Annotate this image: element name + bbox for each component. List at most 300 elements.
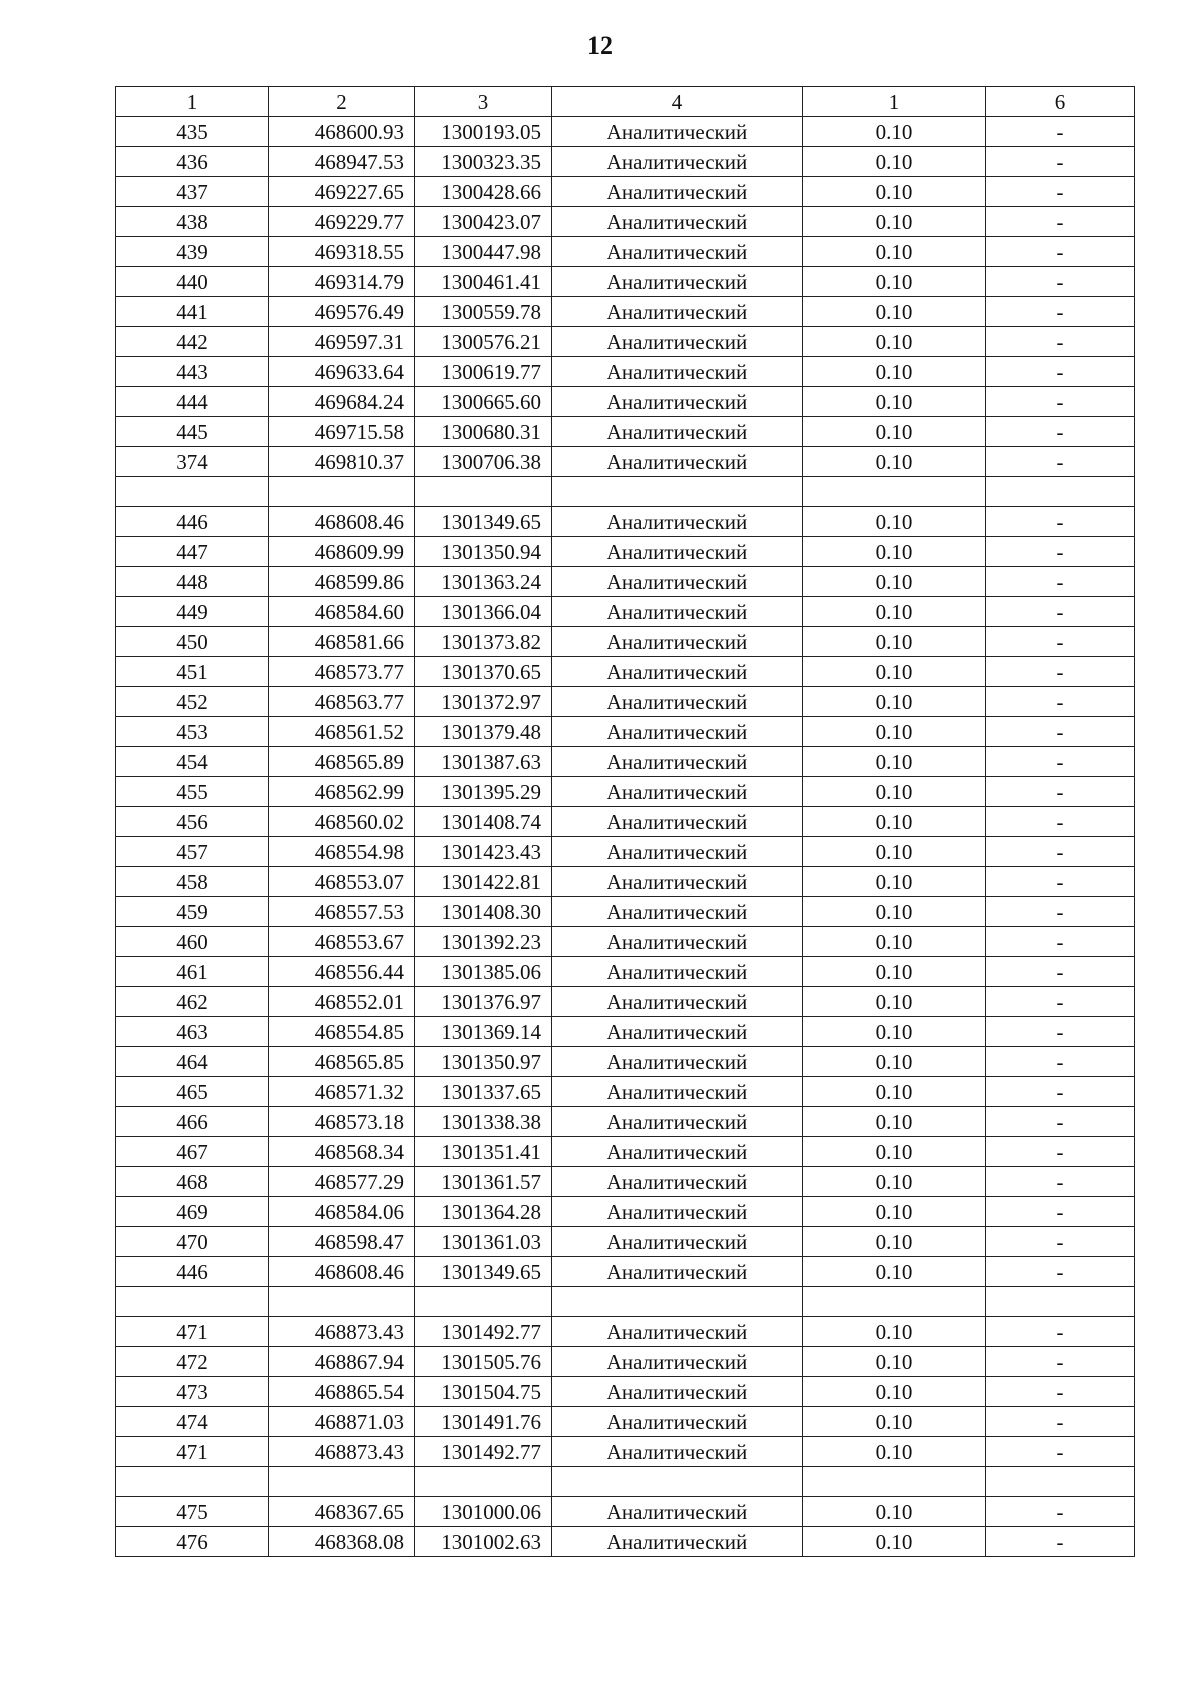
cell-accuracy: 0.10	[803, 417, 986, 447]
table-row	[116, 507, 1135, 537]
cell-accuracy: 0.10	[803, 1347, 986, 1377]
cell-y-coordinate: 1301379.48	[415, 717, 552, 747]
cell-note: -	[986, 927, 1135, 957]
cell-y-coordinate	[415, 1467, 552, 1497]
cell-x-coordinate: 468873.43	[269, 1437, 415, 1467]
table-row	[116, 1197, 1135, 1227]
cell-accuracy: 0.10	[803, 597, 986, 627]
cell-note: -	[986, 957, 1135, 987]
table-row	[116, 927, 1135, 957]
cell-method: Аналитический	[552, 417, 803, 447]
cell-point-number: 461	[116, 957, 269, 987]
cell-point-number: 460	[116, 927, 269, 957]
cell-accuracy: 0.10	[803, 297, 986, 327]
cell-note: -	[986, 207, 1135, 237]
cell-y-coordinate: 1301392.23	[415, 927, 552, 957]
cell-accuracy: 0.10	[803, 387, 986, 417]
cell-note: -	[986, 117, 1135, 147]
cell-method: Аналитический	[552, 1317, 803, 1347]
cell-x-coordinate	[269, 1287, 415, 1317]
table-body	[116, 117, 1135, 1557]
cell-accuracy: 0.10	[803, 657, 986, 687]
cell-note: -	[986, 507, 1135, 537]
cell-y-coordinate: 1301363.24	[415, 567, 552, 597]
cell-x-coordinate: 468562.99	[269, 777, 415, 807]
cell-accuracy: 0.10	[803, 1407, 986, 1437]
cell-x-coordinate: 468554.98	[269, 837, 415, 867]
table-row	[116, 807, 1135, 837]
cell-y-coordinate: 1300447.98	[415, 237, 552, 267]
table-row	[116, 567, 1135, 597]
table-row	[116, 1527, 1135, 1557]
cell-accuracy: 0.10	[803, 837, 986, 867]
table-row	[116, 627, 1135, 657]
cell-x-coordinate: 469810.37	[269, 447, 415, 477]
table-row	[116, 717, 1135, 747]
cell-accuracy: 0.10	[803, 267, 986, 297]
cell-accuracy: 0.10	[803, 447, 986, 477]
cell-x-coordinate: 469597.31	[269, 327, 415, 357]
cell-x-coordinate	[269, 477, 415, 507]
cell-method: Аналитический	[552, 807, 803, 837]
cell-y-coordinate: 1301000.06	[415, 1497, 552, 1527]
cell-point-number: 446	[116, 507, 269, 537]
cell-y-coordinate	[415, 1287, 552, 1317]
cell-note	[986, 1467, 1135, 1497]
table-row	[116, 1077, 1135, 1107]
cell-method: Аналитический	[552, 357, 803, 387]
table-row	[116, 537, 1135, 567]
cell-y-coordinate: 1300323.35	[415, 147, 552, 177]
cell-x-coordinate: 468609.99	[269, 537, 415, 567]
table-row	[116, 147, 1135, 177]
cell-y-coordinate: 1301349.65	[415, 507, 552, 537]
cell-y-coordinate: 1300193.05	[415, 117, 552, 147]
cell-method: Аналитический	[552, 1497, 803, 1527]
cell-note: -	[986, 147, 1135, 177]
cell-x-coordinate: 468560.02	[269, 807, 415, 837]
cell-point-number	[116, 1467, 269, 1497]
cell-method: Аналитический	[552, 267, 803, 297]
cell-x-coordinate: 468584.60	[269, 597, 415, 627]
table-row	[116, 1407, 1135, 1437]
cell-point-number: 471	[116, 1317, 269, 1347]
cell-point-number: 446	[116, 1257, 269, 1287]
table-row	[116, 237, 1135, 267]
cell-point-number: 475	[116, 1497, 269, 1527]
cell-point-number: 463	[116, 1017, 269, 1047]
cell-note: -	[986, 297, 1135, 327]
cell-note: -	[986, 837, 1135, 867]
cell-note: -	[986, 327, 1135, 357]
cell-x-coordinate: 469229.77	[269, 207, 415, 237]
cell-method: Аналитический	[552, 507, 803, 537]
cell-point-number: 458	[116, 867, 269, 897]
cell-accuracy: 0.10	[803, 1167, 986, 1197]
cell-note: -	[986, 387, 1135, 417]
cell-accuracy: 0.10	[803, 237, 986, 267]
cell-x-coordinate: 469576.49	[269, 297, 415, 327]
cell-y-coordinate: 1301351.41	[415, 1137, 552, 1167]
column-header: 1	[803, 87, 986, 117]
table-row	[116, 117, 1135, 147]
cell-y-coordinate: 1301387.63	[415, 747, 552, 777]
cell-y-coordinate: 1301349.65	[415, 1257, 552, 1287]
cell-method: Аналитический	[552, 1227, 803, 1257]
cell-point-number: 451	[116, 657, 269, 687]
table-row	[116, 207, 1135, 237]
cell-method: Аналитический	[552, 927, 803, 957]
cell-accuracy: 0.10	[803, 147, 986, 177]
cell-note: -	[986, 627, 1135, 657]
cell-note: -	[986, 1377, 1135, 1407]
cell-point-number: 468	[116, 1167, 269, 1197]
cell-accuracy: 0.10	[803, 1227, 986, 1257]
cell-y-coordinate: 1301408.30	[415, 897, 552, 927]
cell-accuracy: 0.10	[803, 717, 986, 747]
cell-accuracy: 0.10	[803, 1257, 986, 1287]
cell-y-coordinate: 1300665.60	[415, 387, 552, 417]
cell-method	[552, 1467, 803, 1497]
cell-method: Аналитический	[552, 717, 803, 747]
column-header: 6	[986, 87, 1135, 117]
cell-point-number: 437	[116, 177, 269, 207]
cell-method: Аналитический	[552, 957, 803, 987]
cell-x-coordinate: 468554.85	[269, 1017, 415, 1047]
cell-x-coordinate: 468552.01	[269, 987, 415, 1017]
table-row	[116, 387, 1135, 417]
cell-method: Аналитический	[552, 1347, 803, 1377]
cell-y-coordinate: 1301373.82	[415, 627, 552, 657]
table-row	[116, 597, 1135, 627]
cell-x-coordinate: 468873.43	[269, 1317, 415, 1347]
table-row	[116, 747, 1135, 777]
cell-accuracy: 0.10	[803, 117, 986, 147]
cell-y-coordinate: 1301370.65	[415, 657, 552, 687]
cell-note: -	[986, 177, 1135, 207]
cell-accuracy: 0.10	[803, 747, 986, 777]
cell-note: -	[986, 1347, 1135, 1377]
cell-y-coordinate: 1301492.77	[415, 1437, 552, 1467]
cell-note	[986, 477, 1135, 507]
cell-point-number: 374	[116, 447, 269, 477]
table-row	[116, 897, 1135, 927]
page-number: 12	[587, 31, 613, 60]
cell-note: -	[986, 687, 1135, 717]
cell-method: Аналитический	[552, 1197, 803, 1227]
cell-method: Аналитический	[552, 567, 803, 597]
table-row	[116, 687, 1135, 717]
coordinates-table	[115, 86, 1135, 1557]
cell-method	[552, 1287, 803, 1317]
cell-point-number: 441	[116, 297, 269, 327]
cell-method: Аналитический	[552, 117, 803, 147]
cell-x-coordinate: 468573.77	[269, 657, 415, 687]
cell-method: Аналитический	[552, 687, 803, 717]
table-row	[116, 837, 1135, 867]
cell-y-coordinate: 1301492.77	[415, 1317, 552, 1347]
table-row	[116, 1227, 1135, 1257]
table-row	[116, 957, 1135, 987]
cell-x-coordinate: 468367.65	[269, 1497, 415, 1527]
cell-note: -	[986, 1257, 1135, 1287]
cell-x-coordinate: 469318.55	[269, 237, 415, 267]
cell-point-number: 439	[116, 237, 269, 267]
cell-note: -	[986, 1047, 1135, 1077]
cell-y-coordinate: 1300423.07	[415, 207, 552, 237]
cell-method: Аналитический	[552, 1017, 803, 1047]
cell-y-coordinate: 1301364.28	[415, 1197, 552, 1227]
cell-x-coordinate: 468553.67	[269, 927, 415, 957]
cell-x-coordinate: 468563.77	[269, 687, 415, 717]
cell-method: Аналитический	[552, 177, 803, 207]
cell-x-coordinate: 468608.46	[269, 1257, 415, 1287]
cell-point-number	[116, 477, 269, 507]
cell-note: -	[986, 747, 1135, 777]
cell-method: Аналитический	[552, 837, 803, 867]
cell-y-coordinate: 1301369.14	[415, 1017, 552, 1047]
cell-x-coordinate: 468568.34	[269, 1137, 415, 1167]
cell-point-number: 448	[116, 567, 269, 597]
cell-point-number: 449	[116, 597, 269, 627]
cell-x-coordinate: 468561.52	[269, 717, 415, 747]
table-row	[116, 177, 1135, 207]
cell-accuracy	[803, 1287, 986, 1317]
cell-point-number: 444	[116, 387, 269, 417]
cell-accuracy: 0.10	[803, 327, 986, 357]
cell-x-coordinate: 468600.93	[269, 117, 415, 147]
cell-x-coordinate: 468557.53	[269, 897, 415, 927]
cell-note: -	[986, 1437, 1135, 1467]
cell-accuracy: 0.10	[803, 807, 986, 837]
cell-method: Аналитический	[552, 327, 803, 357]
cell-accuracy: 0.10	[803, 1437, 986, 1467]
column-header: 3	[415, 87, 552, 117]
cell-note: -	[986, 1227, 1135, 1257]
cell-point-number: 465	[116, 1077, 269, 1107]
column-header: 2	[269, 87, 415, 117]
cell-accuracy: 0.10	[803, 1317, 986, 1347]
cell-method: Аналитический	[552, 657, 803, 687]
cell-point-number: 459	[116, 897, 269, 927]
cell-note: -	[986, 447, 1135, 477]
table-row	[116, 1047, 1135, 1077]
cell-method: Аналитический	[552, 747, 803, 777]
cell-accuracy: 0.10	[803, 1107, 986, 1137]
cell-y-coordinate: 1301350.94	[415, 537, 552, 567]
cell-accuracy: 0.10	[803, 537, 986, 567]
cell-note: -	[986, 537, 1135, 567]
cell-y-coordinate: 1301408.74	[415, 807, 552, 837]
cell-method: Аналитический	[552, 897, 803, 927]
cell-x-coordinate: 468947.53	[269, 147, 415, 177]
cell-point-number: 447	[116, 537, 269, 567]
cell-y-coordinate: 1300559.78	[415, 297, 552, 327]
cell-x-coordinate: 468368.08	[269, 1527, 415, 1557]
cell-x-coordinate: 468871.03	[269, 1407, 415, 1437]
cell-note: -	[986, 1407, 1135, 1437]
cell-accuracy	[803, 477, 986, 507]
cell-y-coordinate: 1301505.76	[415, 1347, 552, 1377]
cell-y-coordinate: 1300680.31	[415, 417, 552, 447]
cell-point-number: 474	[116, 1407, 269, 1437]
cell-y-coordinate: 1301491.76	[415, 1407, 552, 1437]
cell-accuracy: 0.10	[803, 1077, 986, 1107]
column-header: 4	[552, 87, 803, 117]
cell-y-coordinate: 1301423.43	[415, 837, 552, 867]
cell-y-coordinate	[415, 477, 552, 507]
cell-method: Аналитический	[552, 1047, 803, 1077]
cell-method: Аналитический	[552, 387, 803, 417]
cell-note: -	[986, 987, 1135, 1017]
cell-accuracy: 0.10	[803, 957, 986, 987]
table-row	[116, 477, 1135, 507]
cell-y-coordinate: 1301361.57	[415, 1167, 552, 1197]
cell-point-number: 435	[116, 117, 269, 147]
cell-y-coordinate: 1301395.29	[415, 777, 552, 807]
table-row	[116, 657, 1135, 687]
cell-method	[552, 477, 803, 507]
table-row	[116, 1137, 1135, 1167]
cell-method: Аналитический	[552, 627, 803, 657]
cell-point-number: 457	[116, 837, 269, 867]
cell-point-number: 471	[116, 1437, 269, 1467]
cell-accuracy: 0.10	[803, 1197, 986, 1227]
table-row	[116, 267, 1135, 297]
cell-note: -	[986, 1317, 1135, 1347]
cell-method: Аналитический	[552, 597, 803, 627]
cell-point-number: 456	[116, 807, 269, 837]
cell-note: -	[986, 597, 1135, 627]
cell-method: Аналитический	[552, 1107, 803, 1137]
cell-x-coordinate: 469227.65	[269, 177, 415, 207]
cell-x-coordinate: 468581.66	[269, 627, 415, 657]
cell-method: Аналитический	[552, 1437, 803, 1467]
cell-accuracy: 0.10	[803, 1047, 986, 1077]
cell-x-coordinate: 469314.79	[269, 267, 415, 297]
cell-y-coordinate: 1300428.66	[415, 177, 552, 207]
cell-x-coordinate: 468553.07	[269, 867, 415, 897]
cell-x-coordinate: 469633.64	[269, 357, 415, 387]
cell-accuracy: 0.10	[803, 207, 986, 237]
cell-x-coordinate: 468599.86	[269, 567, 415, 597]
table-row	[116, 1017, 1135, 1047]
cell-y-coordinate: 1301337.65	[415, 1077, 552, 1107]
cell-method: Аналитический	[552, 1137, 803, 1167]
cell-note: -	[986, 267, 1135, 297]
cell-x-coordinate: 468565.89	[269, 747, 415, 777]
cell-note: -	[986, 1197, 1135, 1227]
cell-y-coordinate: 1301376.97	[415, 987, 552, 1017]
cell-note: -	[986, 567, 1135, 597]
table-row	[116, 297, 1135, 327]
cell-note: -	[986, 1497, 1135, 1527]
table-row	[116, 1287, 1135, 1317]
cell-y-coordinate: 1301350.97	[415, 1047, 552, 1077]
table-row	[116, 1257, 1135, 1287]
cell-point-number: 464	[116, 1047, 269, 1077]
cell-note: -	[986, 1107, 1135, 1137]
cell-accuracy: 0.10	[803, 987, 986, 1017]
cell-x-coordinate: 468571.32	[269, 1077, 415, 1107]
cell-accuracy: 0.10	[803, 1137, 986, 1167]
cell-note: -	[986, 897, 1135, 927]
cell-point-number: 443	[116, 357, 269, 387]
cell-method: Аналитический	[552, 237, 803, 267]
cell-point-number: 455	[116, 777, 269, 807]
table-row	[116, 1377, 1135, 1407]
table-row	[116, 417, 1135, 447]
cell-accuracy: 0.10	[803, 177, 986, 207]
cell-accuracy	[803, 1467, 986, 1497]
cell-point-number: 454	[116, 747, 269, 777]
cell-accuracy: 0.10	[803, 777, 986, 807]
cell-note: -	[986, 807, 1135, 837]
cell-y-coordinate: 1300461.41	[415, 267, 552, 297]
table-header	[116, 87, 1135, 117]
table-row	[116, 1467, 1135, 1497]
cell-note	[986, 1287, 1135, 1317]
cell-point-number: 466	[116, 1107, 269, 1137]
cell-x-coordinate	[269, 1467, 415, 1497]
cell-note: -	[986, 237, 1135, 267]
cell-point-number: 442	[116, 327, 269, 357]
cell-x-coordinate: 468608.46	[269, 507, 415, 537]
cell-method: Аналитический	[552, 1257, 803, 1287]
cell-x-coordinate: 468598.47	[269, 1227, 415, 1257]
cell-note: -	[986, 1167, 1135, 1197]
cell-point-number	[116, 1287, 269, 1317]
table-row	[116, 1347, 1135, 1377]
cell-method: Аналитический	[552, 537, 803, 567]
cell-method: Аналитический	[552, 867, 803, 897]
cell-point-number: 438	[116, 207, 269, 237]
cell-point-number: 467	[116, 1137, 269, 1167]
cell-x-coordinate: 468565.85	[269, 1047, 415, 1077]
cell-y-coordinate: 1300619.77	[415, 357, 552, 387]
cell-note: -	[986, 867, 1135, 897]
cell-x-coordinate: 468584.06	[269, 1197, 415, 1227]
cell-note: -	[986, 1137, 1135, 1167]
table-row	[116, 987, 1135, 1017]
cell-point-number: 462	[116, 987, 269, 1017]
cell-method: Аналитический	[552, 777, 803, 807]
cell-point-number: 469	[116, 1197, 269, 1227]
cell-accuracy: 0.10	[803, 1017, 986, 1047]
cell-x-coordinate: 468556.44	[269, 957, 415, 987]
table-row	[116, 1437, 1135, 1467]
cell-accuracy: 0.10	[803, 357, 986, 387]
table-row	[116, 1497, 1135, 1527]
cell-y-coordinate: 1300706.38	[415, 447, 552, 477]
cell-method: Аналитический	[552, 207, 803, 237]
cell-y-coordinate: 1301366.04	[415, 597, 552, 627]
cell-point-number: 453	[116, 717, 269, 747]
cell-y-coordinate: 1301338.38	[415, 1107, 552, 1137]
cell-y-coordinate: 1301361.03	[415, 1227, 552, 1257]
cell-point-number: 436	[116, 147, 269, 177]
cell-accuracy: 0.10	[803, 687, 986, 717]
cell-y-coordinate: 1301504.75	[415, 1377, 552, 1407]
cell-point-number: 450	[116, 627, 269, 657]
cell-note: -	[986, 417, 1135, 447]
cell-accuracy: 0.10	[803, 1527, 986, 1557]
header-row	[116, 87, 1135, 117]
cell-method: Аналитический	[552, 1377, 803, 1407]
cell-note: -	[986, 657, 1135, 687]
cell-point-number: 476	[116, 1527, 269, 1557]
cell-point-number: 440	[116, 267, 269, 297]
